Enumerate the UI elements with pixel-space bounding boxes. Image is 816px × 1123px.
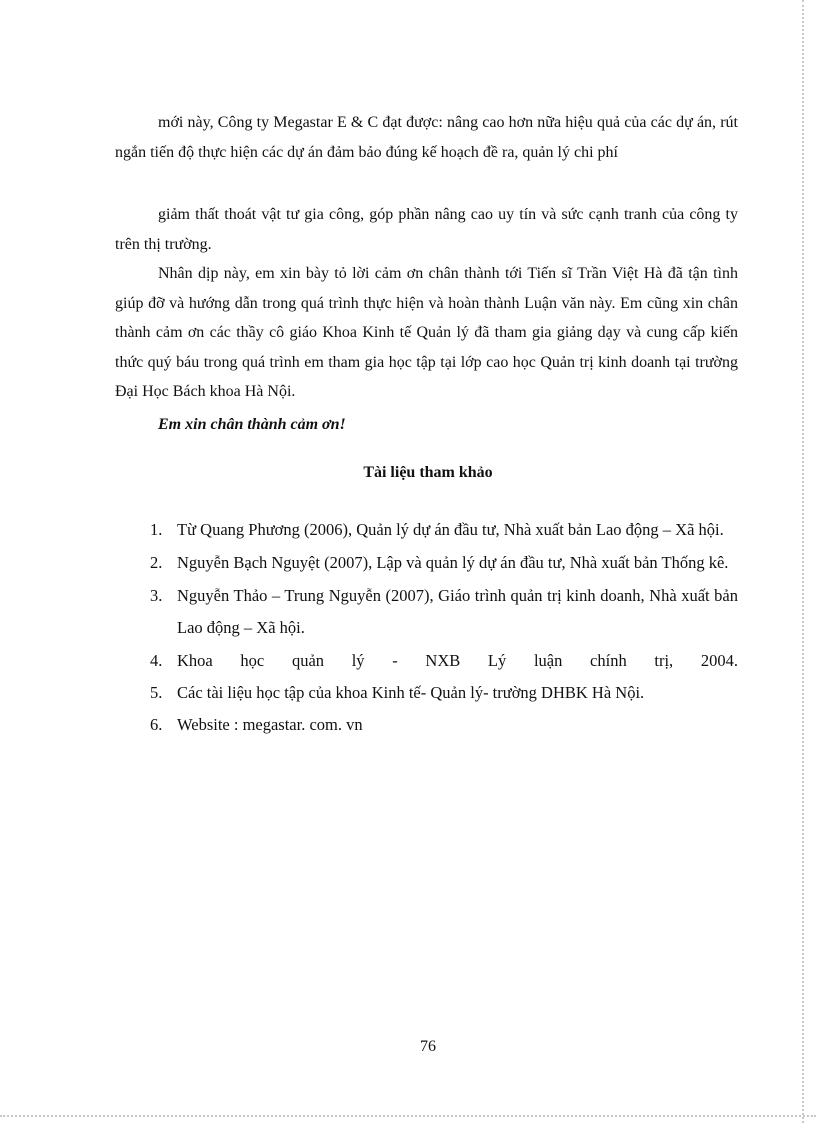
reference-number: 1.: [150, 520, 163, 539]
reference-item-5: [150, 677, 738, 709]
reference-number: 4.: [150, 651, 163, 670]
page-number: 76: [420, 1038, 436, 1055]
reference-text: Nguyễn Thảo – Trung Nguyễn (2007), Giáo trình quản trị kinh doanh, Nhà xuất bản Lao động – Xã hội.: [177, 586, 738, 637]
reference-number: 6.: [150, 715, 163, 734]
reference-item-1: [150, 514, 738, 546]
page-edge-bottom: [0, 1115, 816, 1117]
reference-item-3: [150, 580, 738, 644]
reference-item-4: [150, 645, 738, 677]
reference-text: Khoa học quản lý - NXB Lý luận chính trị, 2004.: [177, 651, 738, 670]
reference-text: Nguyễn Bạch Nguyệt (2007), Lập và quản lý dự án đầu tư, Nhà xuất bản Thống kê.: [177, 553, 729, 572]
reference-number: 5.: [150, 683, 163, 702]
reference-item-2: [150, 547, 738, 579]
page-edge-right: [802, 0, 804, 1123]
reference-list: [150, 514, 738, 741]
reference-number: 3.: [150, 586, 163, 605]
reference-text: Từ Quang Phương (2006), Quản lý dự án đầu tư, Nhà xuất bản Lao động – Xã hội.: [177, 520, 724, 539]
reference-text: Các tài liệu học tập của khoa Kinh tế- Quản lý- trường DHBK Hà Nội.: [177, 683, 645, 702]
closing-line: Em xin chân thành cảm ơn!: [158, 416, 346, 433]
references-title: Tài liệu tham khảo: [363, 464, 493, 481]
paragraph-3: Nhân dịp này, em xin bày tỏ lời cảm ơn chân thành tới Tiến sĩ Trần Việt Hà đã tận tình giúp đỡ và hướng dẫn trong quá trình thực hiện và hoàn thành Luận văn này. Em cũng xin chân thành cảm ơn các thầy cô giáo Khoa Kinh tế Quản lý đã tham gia giảng dạy và cung cấp kiến thức quý báu trong quá trình em tham gia học tập tại lớp cao học Quản trị kinh doanh tại trường Đại Học Bách khoa Hà Nội.: [115, 265, 738, 400]
paragraph-2: giảm thất thoát vật tư gia công, góp phần nâng cao uy tín và sức cạnh tranh của công ty trên thị trường.: [115, 206, 738, 253]
reference-item-6: [150, 709, 738, 741]
paragraph-1: mới này, Công ty Megastar E & C đạt được: nâng cao hơn nữa hiệu quả của các dự án, rút ngắn tiến độ thực hiện các dự án đảm bảo đúng kế hoạch đề ra, quản lý chi phí: [115, 114, 738, 161]
reference-text: Website : megastar. com. vn: [177, 715, 363, 734]
reference-number: 2.: [150, 553, 163, 572]
